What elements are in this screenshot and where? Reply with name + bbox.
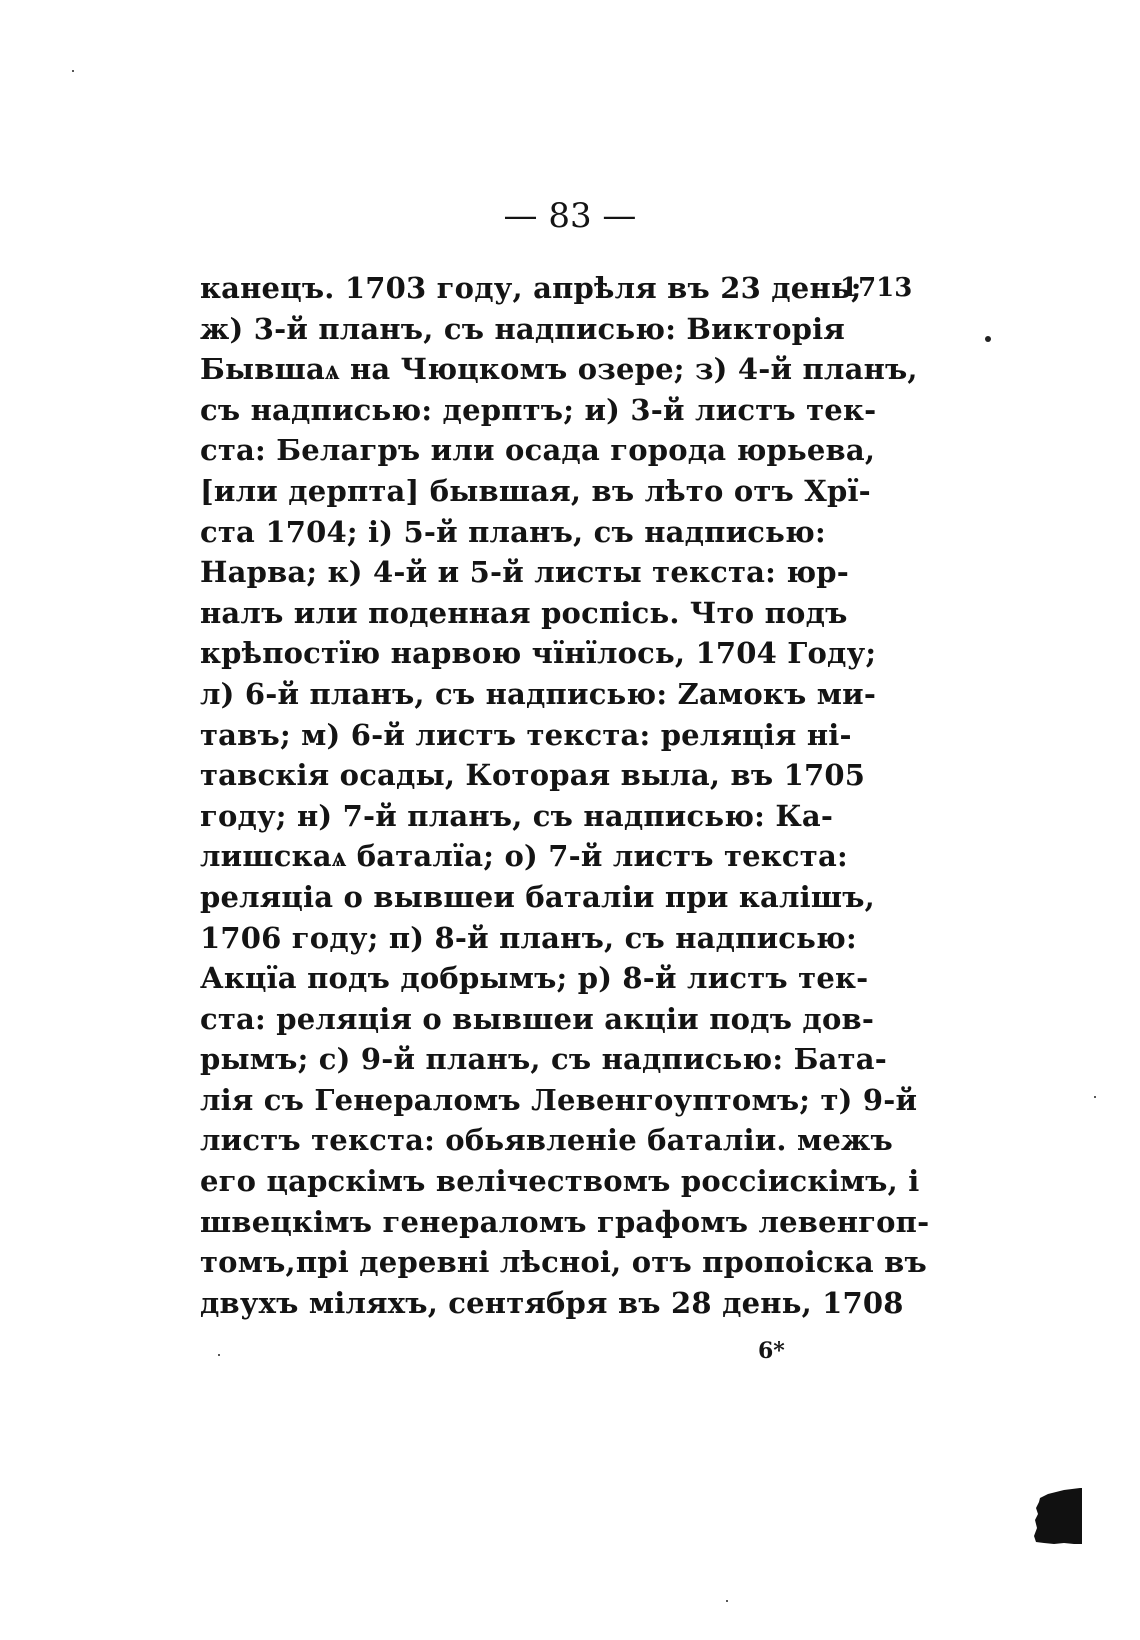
text-line: ста 1704; і) 5-й планъ, съ надписью: bbox=[200, 514, 826, 549]
text-line: тавскія осады, Которая выла, въ 1705 bbox=[200, 758, 866, 793]
text-line: Нарва; к) 4-й и 5-й листы текста: юр- bbox=[200, 555, 849, 590]
text-line: крѣпостїю нарвою чїнїлось, 1704 Году; bbox=[200, 636, 877, 671]
text-line: листъ текста: обьявленіе баталіи. межъ bbox=[200, 1123, 893, 1158]
text-line: году; н) 7-й планъ, съ надписью: Ка- bbox=[200, 798, 834, 833]
text-line: [или дерпта] бывшая, въ лѣто отъ Хрї- bbox=[200, 473, 871, 508]
text-line: реляціа о вывшеи баталіи при калішъ, bbox=[200, 879, 875, 914]
text-line: ж) 3-й планъ, съ надписью: Викторія bbox=[200, 311, 845, 346]
text-line: съ надписью: дерптъ; и) 3-й листъ тек- bbox=[200, 392, 877, 427]
scan-speck bbox=[72, 70, 74, 72]
page-number: — 83 — bbox=[503, 196, 637, 236]
ink-blot bbox=[1034, 1488, 1082, 1544]
text-line: 1706 году; п) 8-й планъ, съ надписью: bbox=[200, 920, 857, 955]
text-line: ста: Белагръ или осада города юрьева, bbox=[200, 433, 876, 468]
text-line: канецъ. 1703 году, апрѣля въ 23 день; bbox=[200, 271, 862, 305]
text-line: швецкімъ генераломъ графомъ левенгоп- bbox=[200, 1204, 930, 1239]
text-line: тавъ; м) 6-й листъ текста: реляція ні- bbox=[200, 717, 852, 752]
text-line: рымъ; с) 9-й планъ, съ надписью: Бата- bbox=[200, 1042, 887, 1077]
scan-speck bbox=[726, 1600, 728, 1602]
text-line: налъ или поденная роспісь. Что подъ bbox=[200, 595, 848, 630]
text-line: Акцїа подъ добрымъ; р) 8-й листъ тек- bbox=[200, 961, 869, 996]
text-line: ста: реляція о вывшеи акціи подъ дов- bbox=[200, 1001, 875, 1036]
scan-speck bbox=[218, 1354, 220, 1356]
text-line: лія съ Генераломъ Левенгоуптомъ; т) 9-й bbox=[200, 1082, 918, 1117]
text-line: двухъ міляхъ, сентября въ 28 день, 1708 bbox=[200, 1285, 904, 1320]
text-line: л) 6-й планъ, съ надписью: Ζамокъ ми- bbox=[200, 676, 877, 711]
signature-mark: 6* bbox=[758, 1338, 785, 1364]
text-line: лишскаѧ баталїа; о) 7-й листъ текста: bbox=[200, 839, 848, 874]
scan-speck bbox=[985, 336, 991, 342]
text-line: томъ,прі деревні лѣсноі, отъ пропоіска въ bbox=[200, 1245, 927, 1280]
margin-year-note: 1713 bbox=[840, 273, 913, 303]
text-line: Бывшаѧ на Чюцкомъ озере; з) 4-й планъ, bbox=[200, 352, 918, 387]
scan-speck bbox=[1094, 1096, 1096, 1098]
text-line: его царскімъ велічествомъ россіискімъ, і bbox=[200, 1164, 920, 1199]
